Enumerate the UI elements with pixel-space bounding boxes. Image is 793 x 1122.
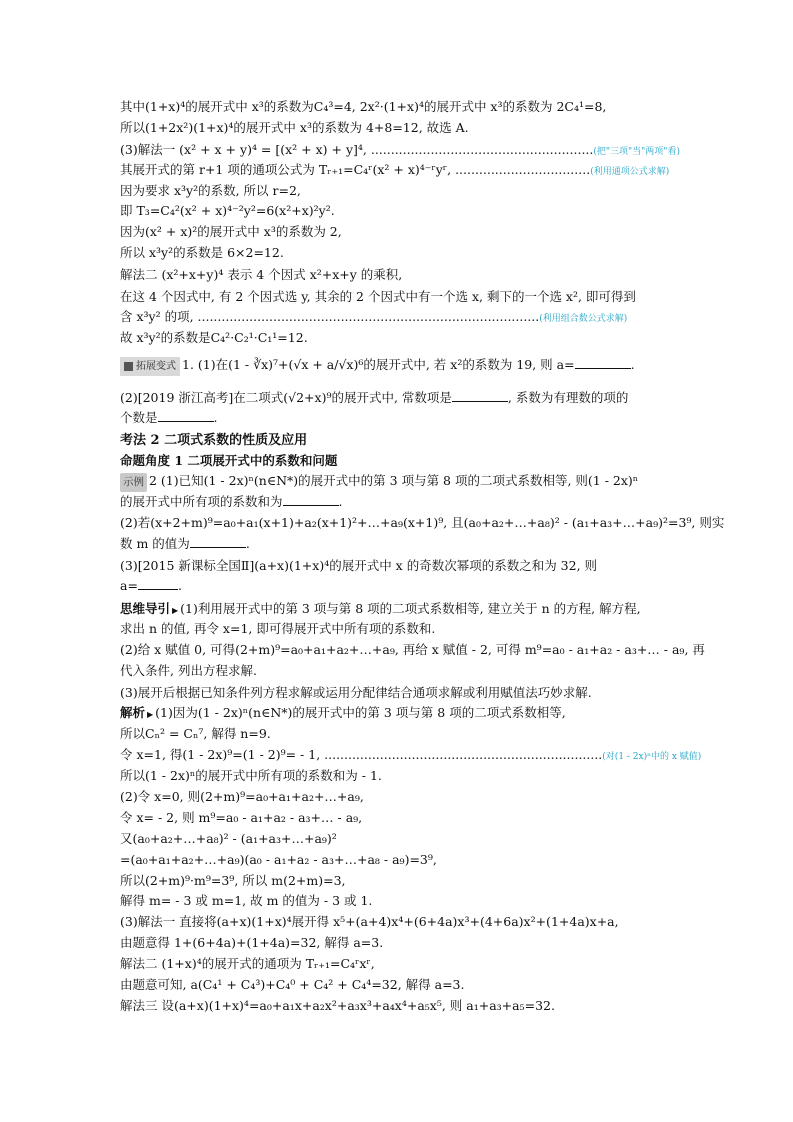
text-line: 解法二 (x²+x+y)⁴ 表示 4 个因式 x²+x+y 的乘积,: [120, 267, 403, 282]
margin-note: (对(1 - 2x)ⁿ中的 x 赋值): [602, 752, 702, 762]
example-line: 示例 2 (1)已知(1 - 2x)ⁿ(n∈N*)的展开式中的第 3 项与第 8 项的二项式系数相等, 则(1 - 2x)ⁿ: [120, 471, 680, 492]
example-line: (3)[2015 新课标全国Ⅱ](a+x)(1+x)⁴的展开式中 x 的奇数次幂项的系数之和为 32, 则: [120, 558, 598, 573]
guide-line: 代入条件, 列出方程求解.: [120, 663, 257, 678]
section-title: 考法 2 二项式系数的性质及应用: [120, 433, 308, 448]
triangle-right-icon: ▶: [172, 606, 179, 615]
analysis-line: 令 x= - 2, 则 m⁹=a₀ - a₁+a₂ - a₃+… - a₉,: [120, 810, 363, 825]
edit-icon: [124, 362, 133, 371]
guide-line: 思维导引 ▶ (1)利用展开式中的第 3 项与第 8 项的二项式系数相等, 建立关于 n 的方程, 解方程,: [120, 601, 641, 616]
margin-note: (把"三项"当"两项"看): [593, 147, 680, 157]
text-line: 含 x³y² 的项, ......................................................................................(利用组合数公式求解): [120, 309, 628, 324]
guide-label: 思维导引: [120, 601, 171, 616]
analysis-line: 又(a₀+a₂+…+a₈)² - (a₁+a₃+…+a₉)²: [120, 831, 337, 846]
example-line: (2)若(x+2+m)⁹=a₀+a₁(x+1)+a₂(x+1)²+…+a₉(x+1)⁹, 且(a₀+a₂+…+a₈)² - (a₁+a₃+…+a₉)²=3⁹, 则实: [120, 515, 725, 530]
guide-line: 求出 n 的值, 再令 x=1, 即可得展开式中所有项的系数和.: [120, 621, 436, 636]
text-line: 因为(x² + x)²的展开式中 x³的系数为 2,: [120, 224, 342, 239]
analysis-line: 解法三 设(a+x)(1+x)⁴=a₀+a₁x+a₂x²+a₃x³+a₄x⁴+a₅x⁵, 则 a₁+a₃+a₅=32.: [120, 998, 555, 1013]
analysis-line: 令 x=1, 得(1 - 2x)⁹=(1 - 2)⁹= - 1, ......................................................................(对(1 - 2x)ⁿ中的 x 赋值): [120, 747, 702, 762]
section-subtitle: 命题角度 1 二项展开式中的系数和问题: [120, 453, 338, 468]
analysis-line: 解法二 (1+x)⁴的展开式的通项为 Tᵣ₊₁=C₄ʳxʳ,: [120, 956, 375, 971]
margin-note: (利用组合数公式求解): [539, 314, 628, 324]
example-line: a= .: [120, 578, 182, 593]
text-line: 其展开式的第 r+1 项的通项公式为 Tᵣ₊₁=C₄ʳ(x² + x)⁴⁻ʳyʳ, ..................................(利用通项公式求解): [120, 162, 670, 177]
text-line: 所以 x³y²的系数是 6×2=12.: [120, 245, 284, 260]
analysis-label: 解析: [120, 705, 146, 720]
answer-blank: [452, 389, 508, 402]
answer-blank: [190, 535, 246, 548]
text-line: 在这 4 个因式中, 有 2 个因式选 y, 其余的 2 个因式中有一个选 x, 剩下的一个选 x², 即可得到: [120, 289, 636, 304]
analysis-line: 解析 ▶ (1)因为(1 - 2x)ⁿ(n∈N*)的展开式中的第 3 项与第 8 项的二项式系数相等,: [120, 705, 566, 720]
example-line: 的展开式中所有项的系数和为 .: [120, 494, 343, 509]
answer-blank: [283, 493, 339, 506]
expand-tag: 拓展变式: [120, 357, 180, 376]
expand-question-2-cont: 个数是 .: [120, 410, 218, 425]
analysis-line: 解得 m= - 3 或 m=1, 故 m 的值为 - 3 或 1.: [120, 893, 373, 908]
analysis-line: 所以Cₙ² = Cₙ⁷, 解得 n=9.: [120, 726, 271, 741]
text-line: (3)解法一 (x² + x + y)⁴ = [(x² + x) + y]⁴, ........................................................(把"三项"当"两项"看): [120, 142, 680, 157]
text-line: 因为要求 x³y²的系数, 所以 r=2,: [120, 183, 301, 198]
text-line: 故 x³y²的系数是C₄²·C₂¹·C₁¹=12.: [120, 330, 308, 345]
expand-question-1: 拓展变式 1. (1)在(1 - ∛x)⁷+(√x + a/√x)⁶的展开式中, 若 x²的系数为 19, 则 a= .: [120, 355, 680, 376]
analysis-line: 所以(1 - 2x)ⁿ的展开式中所有项的系数和为 - 1.: [120, 768, 382, 783]
margin-note: (利用通项公式求解): [590, 167, 670, 177]
text-line: 其中(1+x)⁴的展开式中 x³的系数为C₄³=4, 2x²·(1+x)⁴的展开式中 x³的系数为 2C₄¹=8,: [120, 99, 607, 114]
analysis-line: (3)解法一 直接将(a+x)(1+x)⁴展开得 x⁵+(a+4)x⁴+(6+4a)x³+(4+6a)x²+(1+4a)x+a,: [120, 914, 619, 929]
text-line: 即 T₃=C₄²(x² + x)⁴⁻²y²=6(x²+x)²y².: [120, 203, 335, 218]
analysis-line: 所以(2+m)⁹·m⁹=3⁹, 所以 m(2+m)=3,: [120, 873, 346, 888]
text-line: 所以(1+2x²)(1+x)⁴的展开式中 x³的系数为 4+8=12, 故选 A.: [120, 120, 469, 135]
example-badge: 示例: [120, 473, 147, 492]
expand-question-2: (2)[2019 浙江高考]在二项式(√2+x)⁹的展开式中, 常数项是 , 系数为有理数的项的: [120, 390, 629, 405]
example-line: 数 m 的值为 .: [120, 536, 250, 551]
analysis-line: 由题意得 1+(6+4a)+(1+4a)=32, 解得 a=3.: [120, 935, 384, 950]
answer-blank: [158, 409, 214, 422]
analysis-line: =(a₀+a₁+a₂+…+a₉)(a₀ - a₁+a₂ - a₃+…+a₈ - a₉)=3⁹,: [120, 852, 437, 867]
triangle-right-icon: ▶: [147, 710, 154, 719]
guide-line: (3)展开后根据已知条件列方程求解或运用分配律结合通项求解或利用赋值法巧妙求解.: [120, 685, 592, 700]
analysis-line: (2)令 x=0, 则(2+m)⁹=a₀+a₁+a₂+…+a₉,: [120, 789, 364, 804]
analysis-line: 由题意可知, a(C₄¹ + C₄³)+C₄⁰ + C₄² + C₄⁴=32, 解得 a=3.: [120, 977, 465, 992]
answer-blank: [575, 356, 631, 369]
answer-blank: [138, 577, 178, 590]
guide-line: (2)给 x 赋值 0, 可得(2+m)⁹=a₀+a₁+a₂+…+a₉, 再给 x 赋值 - 2, 可得 m⁹=a₀ - a₁+a₂ - a₃+… - a₉, 再: [120, 642, 705, 657]
